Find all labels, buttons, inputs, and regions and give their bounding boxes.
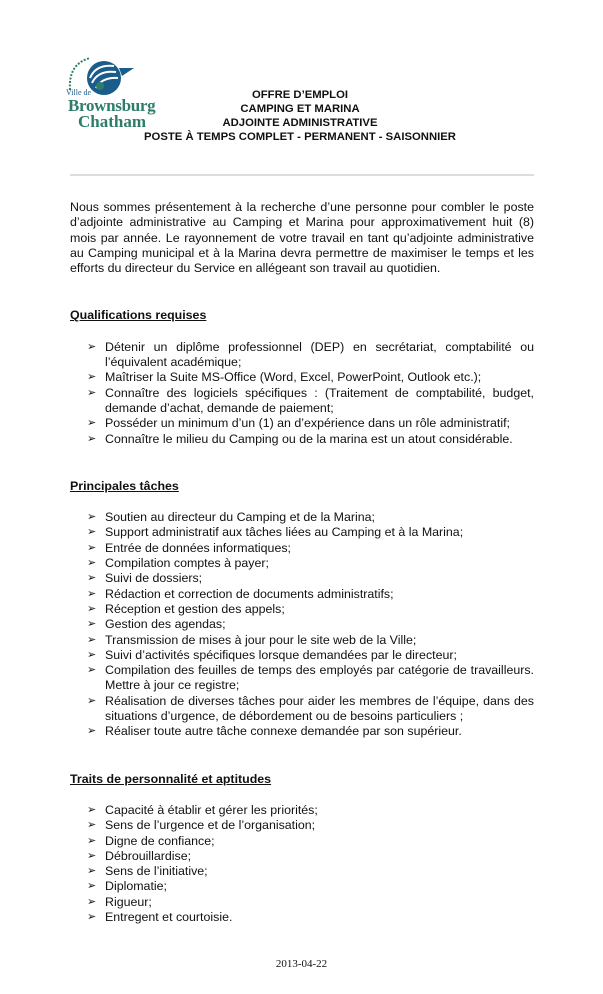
arrow-bullet-icon: ➢ [87, 541, 97, 554]
bullet-list [70, 803, 534, 925]
list-item-text: Posséder un minimum d’un (1) an d’expérience dans un rôle administratif; [105, 416, 510, 431]
arrow-bullet-icon: ➢ [87, 432, 97, 445]
list-item-text: Diplomatie; [105, 879, 167, 894]
list-item [87, 617, 534, 632]
list-item-text: Entrée de données informatiques; [105, 540, 291, 555]
list-item-text: Entregent et courtoisie. [105, 909, 233, 924]
header-status: POSTE À TEMPS COMPLET - PERMANENT - SAISONNIER [144, 131, 456, 143]
arrow-bullet-icon: ➢ [87, 602, 97, 615]
header-position: ADJOINTE ADMINISTRATIVE [222, 117, 378, 129]
arrow-bullet-icon: ➢ [87, 371, 97, 384]
list-item-text: Connaître des logiciels spécifiques : (Traitement de comptabilité, budget, demande d’achat, demande de paiement; [105, 385, 534, 415]
list-item [87, 587, 534, 602]
arrow-bullet-icon: ➢ [87, 526, 97, 539]
list-item-text: Sens de l’urgence et de l’organisation; [105, 818, 316, 833]
list-item-text: Suivi de dossiers; [105, 571, 203, 586]
list-item [87, 571, 534, 586]
arrow-bullet-icon: ➢ [87, 725, 97, 738]
arrow-bullet-icon: ➢ [87, 340, 97, 353]
list-item [87, 849, 534, 864]
list-item-text: Rédaction et correction de documents administratifs; [105, 586, 394, 601]
list-item [87, 525, 534, 540]
list-item [87, 602, 534, 617]
list-item-text: Rigueur; [105, 894, 152, 909]
list-item [87, 803, 534, 818]
list-item [87, 694, 534, 725]
logo-name-line1: Brownsburg [68, 96, 156, 115]
header-title: OFFRE D’EMPLOI [251, 89, 349, 101]
section-heading: Qualifications requises [70, 308, 207, 323]
list-item [87, 386, 534, 417]
document-header [60, 88, 540, 144]
document-body [70, 200, 534, 925]
list-item-text: Gestion des agendas; [105, 617, 226, 632]
arrow-bullet-icon: ➢ [87, 618, 97, 631]
list-item-text: Réalisation de diverses tâches pour aider les membres de l’équipe, dans des situations d’urgence, de débordement ou de besoins particuliers ; [105, 693, 534, 724]
arrow-bullet-icon: ➢ [87, 694, 97, 707]
list-item [87, 818, 534, 833]
arrow-bullet-icon: ➢ [87, 664, 97, 677]
arrow-bullet-icon: ➢ [87, 633, 97, 646]
arrow-bullet-icon: ➢ [87, 895, 97, 908]
logo-name-line2: Chatham [78, 112, 147, 131]
list-item-text: Maîtriser la Suite MS-Office (Word, Excel, PowerPoint, Outlook etc.); [105, 370, 482, 385]
list-item [87, 663, 534, 694]
arrow-bullet-icon: ➢ [87, 417, 97, 430]
list-item [87, 432, 534, 447]
arrow-bullet-icon: ➢ [87, 386, 97, 399]
list-item [87, 541, 534, 556]
list-item [87, 834, 534, 849]
arrow-bullet-icon: ➢ [87, 511, 97, 524]
bullet-list [70, 510, 534, 739]
section-heading: Principales tâches [70, 478, 179, 493]
list-item-text: Sens de l’initiative; [105, 864, 208, 879]
list-item-text: Détenir un diplôme professionnel (DEP) en secrétariat, comptabilité ou l’équivalent académique; [105, 339, 534, 370]
list-item [87, 510, 534, 525]
logo-prefix: Ville de [66, 88, 92, 97]
list-item-text: Suivi d’activités spécifiques lorsque demandées par le directeur; [105, 647, 457, 662]
list-item [87, 864, 534, 879]
list-item [87, 633, 534, 648]
list-item-text: Réaliser toute autre tâche connexe demandée par son supérieur. [105, 724, 462, 739]
footer-date: 2013-04-22 [275, 958, 328, 970]
list-item [87, 910, 534, 925]
list-item-text: Débrouillardise; [105, 848, 192, 863]
list-item-text: Support administratif aux tâches liées au Camping et à la Marina; [105, 525, 464, 540]
arrow-bullet-icon: ➢ [87, 572, 97, 585]
header-divider [70, 174, 534, 176]
list-item-text: Connaître le milieu du Camping ou de la marina est un atout considérable. [105, 431, 513, 446]
arrow-bullet-icon: ➢ [87, 587, 97, 600]
arrow-bullet-icon: ➢ [87, 849, 97, 862]
list-item [87, 556, 534, 571]
list-item-text: Capacité à établir et gérer les priorités; [105, 802, 318, 817]
list-item [87, 648, 534, 663]
list-item-text: Compilation des feuilles de temps des employés par catégorie de travailleurs. Mettre à jour ce registre; [105, 663, 534, 693]
arrow-bullet-icon: ➢ [87, 834, 97, 847]
list-item [87, 416, 534, 431]
list-item [87, 370, 534, 385]
section-heading: Traits de personnalité et aptitudes [70, 771, 272, 786]
arrow-bullet-icon: ➢ [87, 865, 97, 878]
list-item-text: Réception et gestion des appels; [105, 601, 285, 616]
arrow-bullet-icon: ➢ [87, 557, 97, 570]
list-item-text: Transmission de mises à jour pour le site web de la Ville; [105, 632, 417, 647]
list-item-text: Digne de confiance; [105, 833, 215, 848]
list-item [87, 879, 534, 894]
arrow-bullet-icon: ➢ [87, 803, 97, 816]
header-department: CAMPING ET MARINA [240, 103, 360, 115]
arrow-bullet-icon: ➢ [87, 819, 97, 832]
arrow-bullet-icon: ➢ [87, 910, 97, 923]
list-item-text: Soutien au directeur du Camping et de la Marina; [105, 510, 375, 525]
list-item [87, 724, 534, 739]
bullet-list [70, 340, 534, 447]
list-item [87, 895, 534, 910]
intro-paragraph: Nous sommes présentement à la recherche d’une personne pour combler le poste d’adjointe administrative au Camping et Marina pour approximativement huit (8) mois par année. Le rayonnement de votre travail en tant qu’adjointe administrative au Camping municipal et à la Marina devra permettre de maximiser le temps et les efforts du directeur du Service en allégeant son travail au quotidien. [70, 200, 534, 276]
list-item [87, 340, 534, 371]
list-item-text: Compilation comptes à payer; [105, 556, 269, 571]
arrow-bullet-icon: ➢ [87, 880, 97, 893]
arrow-bullet-icon: ➢ [87, 648, 97, 661]
